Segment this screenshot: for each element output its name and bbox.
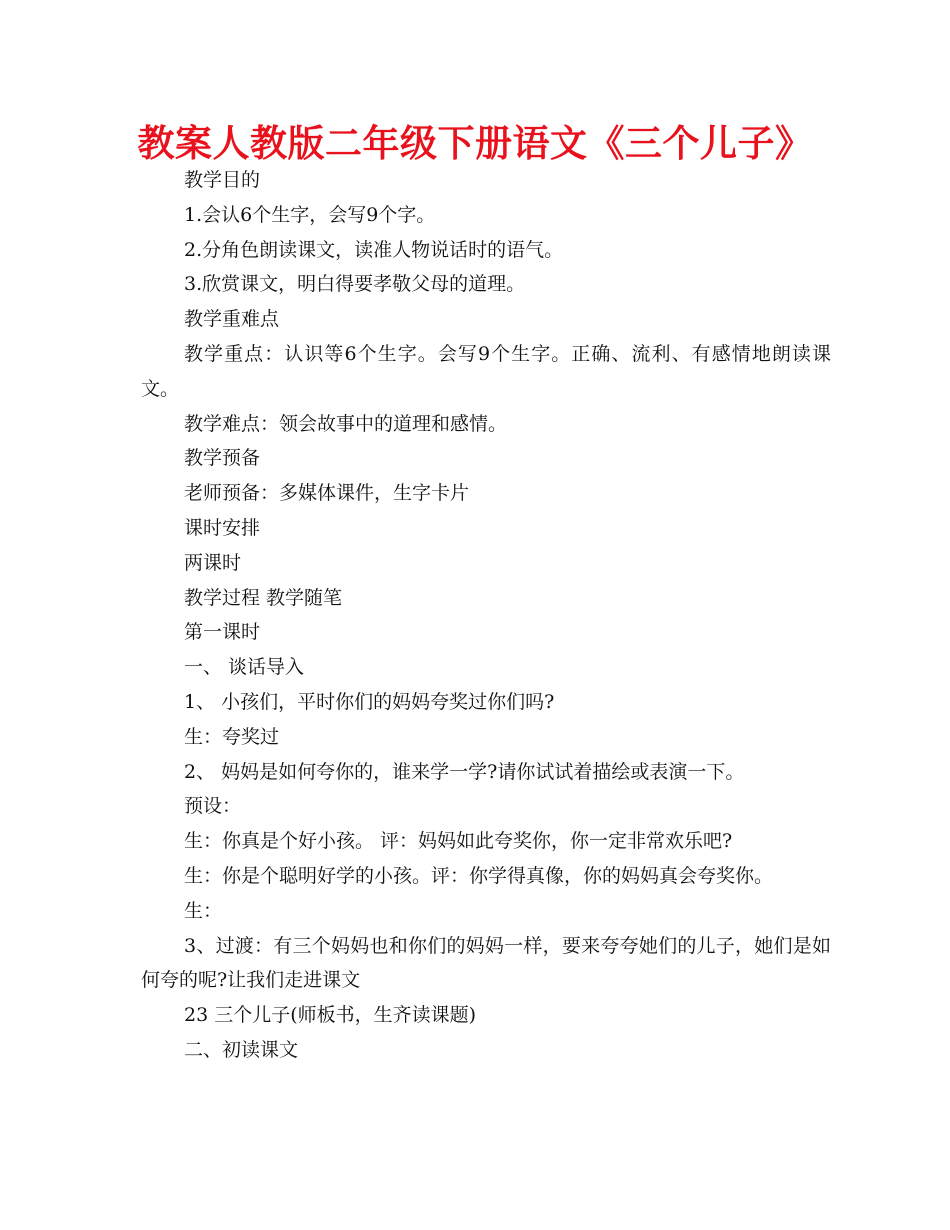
paragraph-dialogue-3: 生：: [184, 899, 223, 922]
paragraph-objective-2: 2.分角色朗读课文，读准人物说话时的语气。: [184, 238, 564, 261]
paragraph-heading-preparation: 教学预备: [184, 447, 261, 470]
paragraph-difficulty: 教学难点：领会故事中的道理和感情。: [184, 412, 508, 435]
paragraph-transition: 3、过渡：有三个妈妈也和你们的妈妈一样，要来夸夸她们的儿子，她们是如何夸的呢?让我们走进课文: [141, 934, 831, 992]
paragraph-lesson-title: 23 三个儿子(师板书，生齐读课题): [184, 1004, 477, 1027]
paragraph-teacher-preparation: 老师预备：多媒体课件，生字卡片: [184, 482, 470, 505]
paragraph-heading-schedule: 课时安排: [184, 516, 261, 539]
paragraph-schedule: 两课时: [184, 551, 242, 574]
paragraph-heading-key-points: 教学重难点: [184, 308, 280, 331]
paragraph-heading-process: 教学过程 教学随笔: [184, 586, 343, 609]
paragraph-objective-3: 3.欣赏课文，明白得要孝敬父母的道理。: [184, 273, 526, 296]
document-title: 教案人教版二年级下册语文《三个儿子》: [137, 122, 813, 165]
paragraph-heading-objectives: 教学目的: [184, 169, 261, 191]
paragraph-first-lesson: 第一课时: [184, 621, 261, 644]
paragraph-key-focus: 教学重点：认识等6个生字。会写9个生字。正确、流利、有感情地朗读课文。: [141, 342, 831, 400]
document-body: [141, 163, 831, 1068]
paragraph-section-2: 二、初读课文: [184, 1038, 299, 1061]
paragraph-answer-1: 生：夸奖过: [184, 725, 280, 748]
paragraph-objective-1: 1.会认6个生字，会写9个字。: [184, 203, 436, 226]
paragraph-step-1: 1、 小孩们，平时你们的妈妈夸奖过你们吗?: [184, 690, 555, 713]
paragraph-dialogue-2: 生：你是个聪明好学的小孩。评：你学得真像，你的妈妈真会夸奖你。: [184, 864, 774, 887]
paragraph-step-2: 2、 妈妈是如何夸你的，谁来学一学?请你试试着描绘或表演一下。: [184, 760, 745, 783]
paragraph-section-1: 一、 谈话导入: [184, 656, 305, 679]
paragraph-preset: 预设：: [184, 795, 242, 818]
paragraph-dialogue-1: 生：你真是个好小孩。 评：妈妈如此夸奖你，你一定非常欢乐吧?: [184, 830, 733, 853]
